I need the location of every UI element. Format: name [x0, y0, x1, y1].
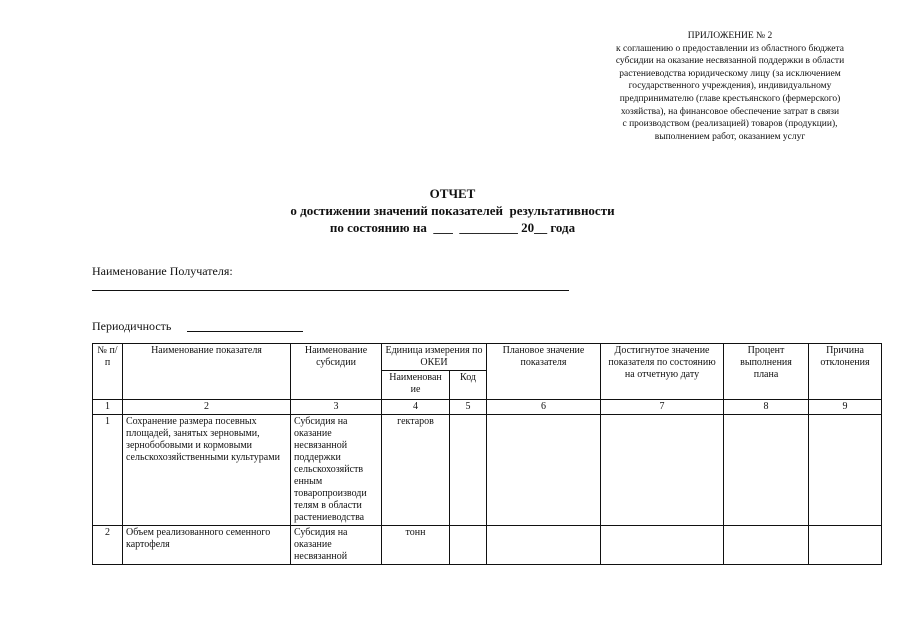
- appendix-title: ПРИЛОЖЕНИЕ № 2: [687, 31, 773, 41]
- row-num: 2: [93, 526, 123, 565]
- header-reason: Причина отклонения: [809, 344, 882, 400]
- header-percent: Процент выполнения плана: [724, 344, 809, 400]
- table-header-row: [93, 344, 882, 371]
- periodicity-field[interactable]: [187, 331, 303, 332]
- column-number: 9: [809, 400, 882, 415]
- report-title: ОТЧЕТ: [429, 186, 476, 201]
- row-reason[interactable]: [809, 526, 882, 565]
- periodicity-label: Периодичность: [92, 319, 172, 333]
- row-num: 1: [93, 415, 123, 526]
- table-row: [93, 415, 882, 526]
- report-subtitle: о достижении значений показателей результативности: [290, 203, 615, 218]
- row-unit-code[interactable]: [450, 415, 487, 526]
- column-number: 6: [487, 400, 601, 415]
- appendix-line: выполнением работ, оказанием услуг: [654, 131, 806, 142]
- recipient-name-field[interactable]: [92, 290, 569, 291]
- row-achieved[interactable]: [601, 526, 724, 565]
- row-reason[interactable]: [809, 415, 882, 526]
- indicators-table: [92, 343, 882, 565]
- table-row: [93, 526, 882, 565]
- row-percent[interactable]: [724, 415, 809, 526]
- row-indicator: Объем реализованного семенного картофеля: [123, 526, 291, 565]
- column-number: 3: [291, 400, 382, 415]
- appendix-line: с производством (реализацией) товаров (продукции),: [622, 119, 838, 130]
- row-unit-code[interactable]: [450, 526, 487, 565]
- report-as-of-date: по состоянию на ___ _________ 20__ года: [329, 220, 576, 235]
- report-title-block: [0, 185, 905, 236]
- header-indicator: Наименование показателя: [123, 344, 291, 400]
- appendix-line: растениеводства юридическому лицу (за исключением: [619, 68, 841, 79]
- column-number: 4: [382, 400, 450, 415]
- column-number: 1: [93, 400, 123, 415]
- appendix-line: к соглашению о предоставлении из областного бюджета: [616, 43, 844, 54]
- appendix-note: [580, 30, 880, 143]
- header-num: № п/п: [93, 344, 123, 400]
- row-percent[interactable]: [724, 526, 809, 565]
- column-number-row: [93, 400, 882, 415]
- column-number: 5: [450, 400, 487, 415]
- header-planned: Плановое значение показателя: [487, 344, 601, 400]
- appendix-line: хозяйства), на финансовое обеспечение затрат в связи: [620, 106, 840, 117]
- row-achieved[interactable]: [601, 415, 724, 526]
- appendix-line: субсидии на оказание несвязанной поддержки в области: [615, 56, 845, 67]
- header-unit: Единица измерения по ОКЕИ: [382, 344, 487, 371]
- row-subsidy: Субсидия на оказание несвязанной: [291, 526, 382, 565]
- appendix-line: государственного учреждения), индивидуальному: [628, 81, 832, 92]
- row-unit-name: гектаров: [382, 415, 450, 526]
- header-achieved: Достигнутое значение показателя по состоянию на отчетную дату: [601, 344, 724, 400]
- row-subsidy: Субсидия на оказание несвязанной поддержки сельскохозяйств енным товаропроизводи телям в области растениеводства: [291, 415, 382, 526]
- header-unit-name: Наименован ие: [382, 371, 450, 400]
- recipient-label: Наименование Получателя:: [92, 264, 233, 278]
- column-number: 2: [123, 400, 291, 415]
- column-number: 7: [601, 400, 724, 415]
- row-indicator: Сохранение размера посевных площадей, занятых зерновыми, зернобобовыми и кормовыми сельскохозяйственными культурами: [123, 415, 291, 526]
- header-subsidy: Наименование субсидии: [291, 344, 382, 400]
- row-planned[interactable]: [487, 415, 601, 526]
- appendix-line: предпринимателю (главе крестьянского (фермерского): [619, 93, 841, 104]
- row-planned[interactable]: [487, 526, 601, 565]
- header-unit-code: Код: [450, 371, 487, 400]
- column-number: 8: [724, 400, 809, 415]
- row-unit-name: тонн: [382, 526, 450, 565]
